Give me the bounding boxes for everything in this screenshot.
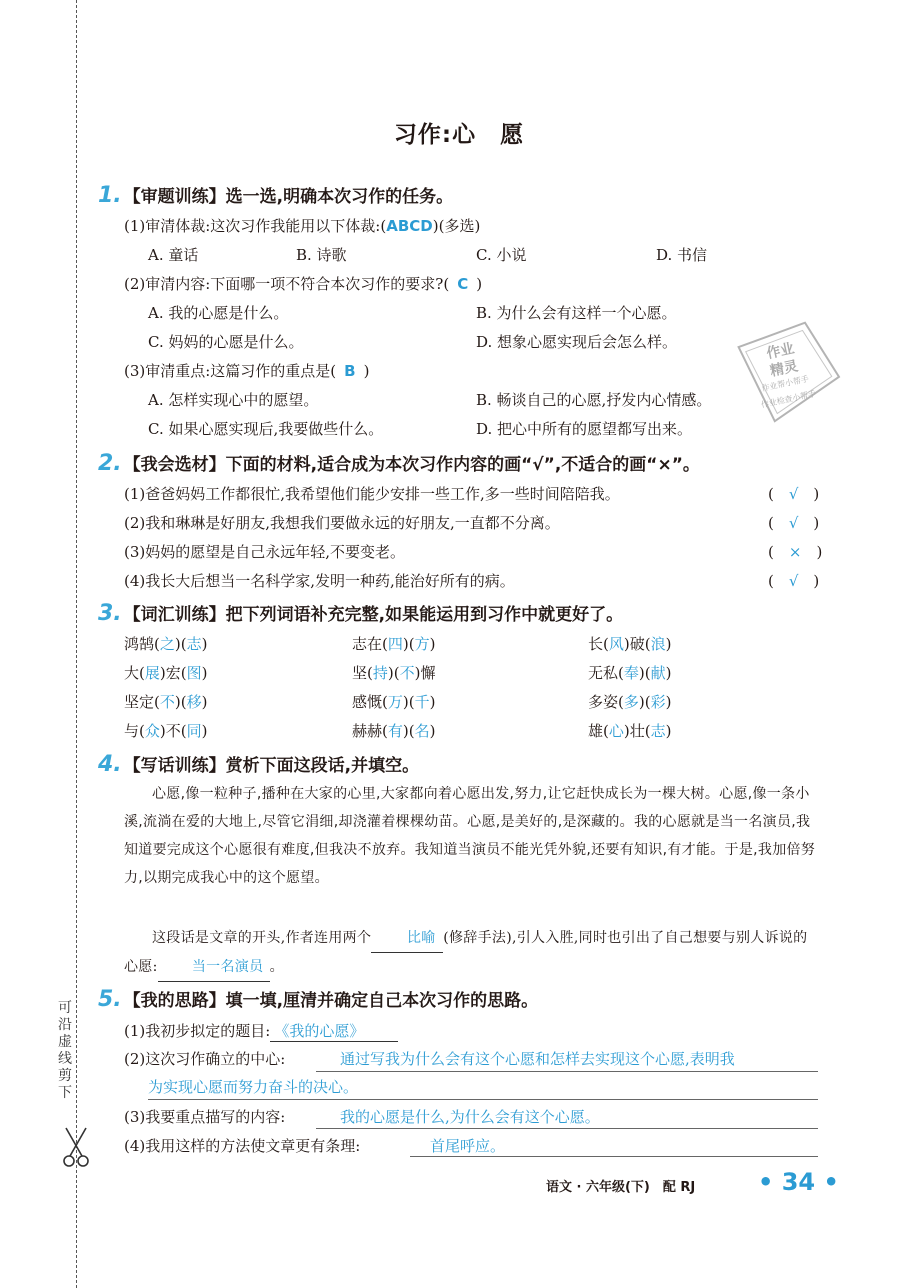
q4-answer-rhetoric: 比喻 [371, 924, 443, 953]
q3-w4-e: ) [201, 664, 208, 682]
q3-w8-a: 感慨( [352, 693, 388, 711]
q3-w8-ans2: 千 [414, 693, 430, 711]
q1-part1-prompt: (1)审清体裁:这次习作我能用以下体裁:( [124, 217, 387, 235]
q3-w11-e: ) [429, 722, 436, 740]
q3-word-7 [124, 691, 207, 712]
q3-w12-e: ) [665, 722, 672, 740]
q3-w9-a: 多姿( [588, 693, 624, 711]
q3-w5-e: )懈 [414, 664, 436, 682]
q1-part3-suffix: ) [363, 362, 370, 380]
q3-w8-c: )( [402, 693, 415, 711]
q3-w11-ans1: 有 [387, 722, 403, 740]
q3-w6-ans2: 献 [650, 664, 666, 682]
q3-title: 【词汇训练】把下列词语补充完整,如果能运用到习作中就更好了。 [123, 605, 624, 625]
stamp-line4: 作业检查小帮手 [760, 389, 817, 410]
q3-w12-c: )壮( [623, 722, 651, 740]
q1-p3-opt-d: D. 把心中所有的愿望都写出来。 [476, 420, 693, 438]
q2-heading [98, 450, 700, 476]
q1-heading [98, 182, 453, 208]
q3-word-4 [124, 662, 207, 683]
q3-w5-ans2: 不 [399, 664, 415, 682]
q3-heading [98, 600, 623, 626]
q3-w9-e: ) [665, 693, 672, 711]
q3-w3-c: )破( [623, 635, 651, 653]
q1-part3-prompt: (3)审清重点:这篇习作的重点是( [124, 362, 337, 380]
q1-part1-suffix: )(多选) [432, 217, 481, 235]
q3-w11-ans2: 名 [414, 722, 430, 740]
q1-p2-opt-a: A. 我的心愿是什么。 [148, 304, 289, 322]
q3-word-3 [588, 633, 671, 654]
q2-item-4-mark: ( √ ) [768, 572, 820, 590]
q1-p2-opt-d: D. 想象心愿实现后会怎么样。 [476, 333, 678, 351]
q3-w11-c: )( [402, 722, 415, 740]
q5-line-4-rule [410, 1156, 818, 1157]
q3-number: 3. [98, 601, 122, 626]
q4-answer-wish: 当一名演员 [158, 953, 270, 982]
q2-number: 2. [98, 451, 122, 476]
q1-p3-opt-a: A. 怎样实现心中的愿望。 [148, 391, 319, 409]
q3-w10-c: )不( [159, 722, 187, 740]
q3-w7-e: ) [201, 693, 208, 711]
q3-w12-ans1: 心 [608, 722, 624, 740]
q1-p3-opt-c: C. 如果心愿实现后,我要做些什么。 [148, 420, 384, 438]
q3-w5-ans1: 持 [372, 664, 388, 682]
q2-item-4-answer: √ [788, 572, 799, 590]
q3-w10-ans2: 同 [186, 722, 202, 740]
q5-line-4-answer: 首尾呼应。 [430, 1137, 506, 1155]
q3-w3-ans1: 风 [608, 635, 624, 653]
q1-p3-opt-b: B. 畅谈自己的心愿,抒发内心情感。 [476, 391, 712, 409]
q4-question [124, 924, 818, 982]
q4-passage: 心愿,像一粒种子,播种在大家的心里,大家都向着心愿出发,努力,让它赶快成长为一棵大树。心愿,像一条小溪,流淌在爱的大地上,尽管它涓细,却浇灌着棵棵幼苗。心愿,是美好的,是深藏的。我的心愿就是当一名演员,我知道要完成这个心愿很有难度,但我决不放弃。我知道当演员不能光凭外貌,还要有知识,有才能。于是,我加倍努力,以期完成我心中的这个愿望。 [124, 786, 816, 886]
q5-number: 5. [98, 987, 122, 1012]
q1-number: 1. [98, 183, 122, 208]
q3-w11-a: 赫赫( [352, 722, 388, 740]
stamp-line3: 作业帮小帮手 [760, 374, 810, 394]
q3-w7-ans2: 移 [186, 693, 202, 711]
q3-w3-e: ) [665, 635, 672, 653]
q3-w6-c: )( [638, 664, 651, 682]
q3-w1-a: 鸿鹄( [124, 635, 160, 653]
q1-part2 [124, 273, 482, 294]
q3-w2-ans1: 四 [387, 635, 403, 653]
q5-line-1 [124, 1020, 398, 1042]
q1-opt-a: A. 童话 [148, 246, 199, 264]
homework-stamp-logo [715, 307, 855, 440]
q1-p2-opt-b: B. 为什么会有这样一个心愿。 [476, 304, 677, 322]
q5-line-3-rule [316, 1128, 818, 1129]
q5-line-2-answer-a: 通过写我为什么会有这个心愿和怎样去实现这个心愿,表明我 [340, 1050, 735, 1068]
q5-l1-answer: 《我的心愿》 [270, 1020, 398, 1042]
q3-w10-e: ) [201, 722, 208, 740]
q2-item-1: (1)爸爸妈妈工作都很忙,我希望他们能少安排一些工作,多一些时间陪陪我。 [124, 485, 620, 503]
q3-w5-a: 坚( [352, 664, 373, 682]
q2-item-3-mark: ( × ) [768, 543, 823, 561]
q1-opt-d: D. 书信 [656, 246, 708, 264]
q5-line-2-answer-b: 为实现心愿而努力奋斗的决心。 [148, 1078, 359, 1096]
q3-w2-c: )( [402, 635, 415, 653]
q3-w3-ans2: 浪 [650, 635, 666, 653]
q2-item-2-answer: √ [788, 514, 799, 532]
q3-word-11 [352, 720, 435, 741]
q1-part3-answer: B [344, 362, 356, 380]
q1-part2-answer: C [457, 275, 469, 293]
q4-question-suffix: 。 [269, 959, 284, 975]
q2-item-3-answer: × [788, 543, 802, 561]
q3-w1-ans2: 志 [186, 635, 202, 653]
q3-w4-a: 大( [124, 664, 145, 682]
q3-word-8 [352, 691, 435, 712]
q3-word-12 [588, 720, 671, 741]
q3-w6-ans1: 奉 [623, 664, 639, 682]
q4-question-prefix: 这段话是文章的开头,作者连用两个 [152, 930, 372, 946]
q1-p2-opt-c: C. 妈妈的心愿是什么。 [148, 333, 304, 351]
q3-word-6 [588, 662, 671, 683]
page-title: 习作:心 愿 [393, 122, 525, 148]
q3-w8-ans1: 万 [387, 693, 403, 711]
q1-part1 [124, 215, 480, 236]
q3-w6-a: 无私( [588, 664, 624, 682]
q5-line-2-label: (2)这次习作确立的中心: [124, 1050, 286, 1068]
footer-subject: 语文 · 六年级(下) 配 RJ [546, 1180, 696, 1195]
q3-w1-e: ) [201, 635, 208, 653]
scissors-icon [62, 1126, 90, 1168]
q1-part3 [124, 360, 369, 381]
q3-w9-ans1: 多 [623, 693, 639, 711]
q3-w10-ans1: 众 [144, 722, 160, 740]
q2-item-1-answer: √ [788, 485, 799, 503]
q3-word-9 [588, 691, 671, 712]
q2-item-3: (3)妈妈的愿望是自己永远年轻,不要变老。 [124, 543, 406, 561]
q5-line-2-rule-b [148, 1099, 818, 1100]
q3-w5-c: )( [387, 664, 400, 682]
stamp-line1: 作业 [765, 340, 796, 363]
q3-word-5 [352, 662, 435, 683]
q5-title: 【我的思路】填一填,厘清并确定自己本次习作的思路。 [123, 991, 539, 1011]
stamp-line2: 精灵 [768, 358, 800, 380]
q2-item-1-mark: ( √ ) [768, 485, 820, 503]
q3-w7-ans1: 不 [159, 693, 175, 711]
q3-w3-a: 长( [588, 635, 609, 653]
q3-w4-c: )宏( [159, 664, 187, 682]
q1-title: 【审题训练】选一选,明确本次习作的任务。 [123, 187, 454, 207]
q3-word-1 [124, 633, 207, 654]
q3-w7-c: )( [174, 693, 187, 711]
q3-w2-a: 志在( [352, 635, 388, 653]
q3-word-2 [352, 633, 435, 654]
q3-w2-e: ) [429, 635, 436, 653]
q3-w9-c: )( [638, 693, 651, 711]
q2-item-2-mark: ( √ ) [768, 514, 820, 532]
q1-part1-answer: ABCD [386, 217, 433, 235]
q2-title: 【我会选材】下面的材料,适合成为本次习作内容的画“√”,不适合的画“×”。 [123, 455, 700, 475]
page-number: • 34 • [758, 1168, 839, 1196]
q3-w8-e: ) [429, 693, 436, 711]
cut-dashed-line [76, 0, 77, 1288]
q3-w7-a: 坚定( [124, 693, 160, 711]
q5-line-4-label: (4)我用这样的方法使文章更有条理: [124, 1137, 361, 1155]
q2-item-2: (2)我和琳琳是好朋友,我想我们要做永远的好朋友,一直都不分离。 [124, 514, 560, 532]
q4-heading [98, 751, 419, 777]
q5-l1-label: (1)我初步拟定的题目: [124, 1022, 271, 1040]
q3-w1-c: )( [174, 635, 187, 653]
q3-word-10 [124, 720, 207, 741]
q3-w1-ans1: 之 [159, 635, 175, 653]
q3-w2-ans2: 方 [414, 635, 430, 653]
q1-opt-b: B. 诗歌 [296, 246, 347, 264]
q3-w12-ans2: 志 [650, 722, 666, 740]
q3-w4-ans1: 展 [144, 664, 160, 682]
q5-line-2-rule-a [316, 1071, 818, 1072]
q3-w10-a: 与( [124, 722, 145, 740]
q3-w9-ans2: 彩 [650, 693, 666, 711]
q2-item-4: (4)我长大后想当一名科学家,发明一种药,能治好所有的病。 [124, 572, 515, 590]
q1-opt-c: C. 小说 [476, 246, 527, 264]
q3-w6-e: ) [665, 664, 672, 682]
q5-line-3-label: (3)我要重点描写的内容: [124, 1108, 286, 1126]
q3-w4-ans2: 图 [186, 664, 202, 682]
q5-heading [98, 986, 538, 1012]
q5-line-3-answer: 我的心愿是什么,为什么会有这个心愿。 [340, 1108, 600, 1126]
q4-number: 4. [98, 752, 122, 777]
q4-title: 【写话训练】赏析下面这段话,并填空。 [123, 756, 420, 776]
cut-along-line-text: 可沿虚线剪下 [58, 1000, 72, 1101]
q4-question-middle: (修辞手法),引人入胜,同时也引出了自己想要与别人诉说的心愿: [124, 930, 808, 975]
q3-w12-a: 雄( [588, 722, 609, 740]
q1-part2-suffix: ) [476, 275, 483, 293]
q1-part2-prompt: (2)审清内容:下面哪一项不符合本次习作的要求?( [124, 275, 450, 293]
